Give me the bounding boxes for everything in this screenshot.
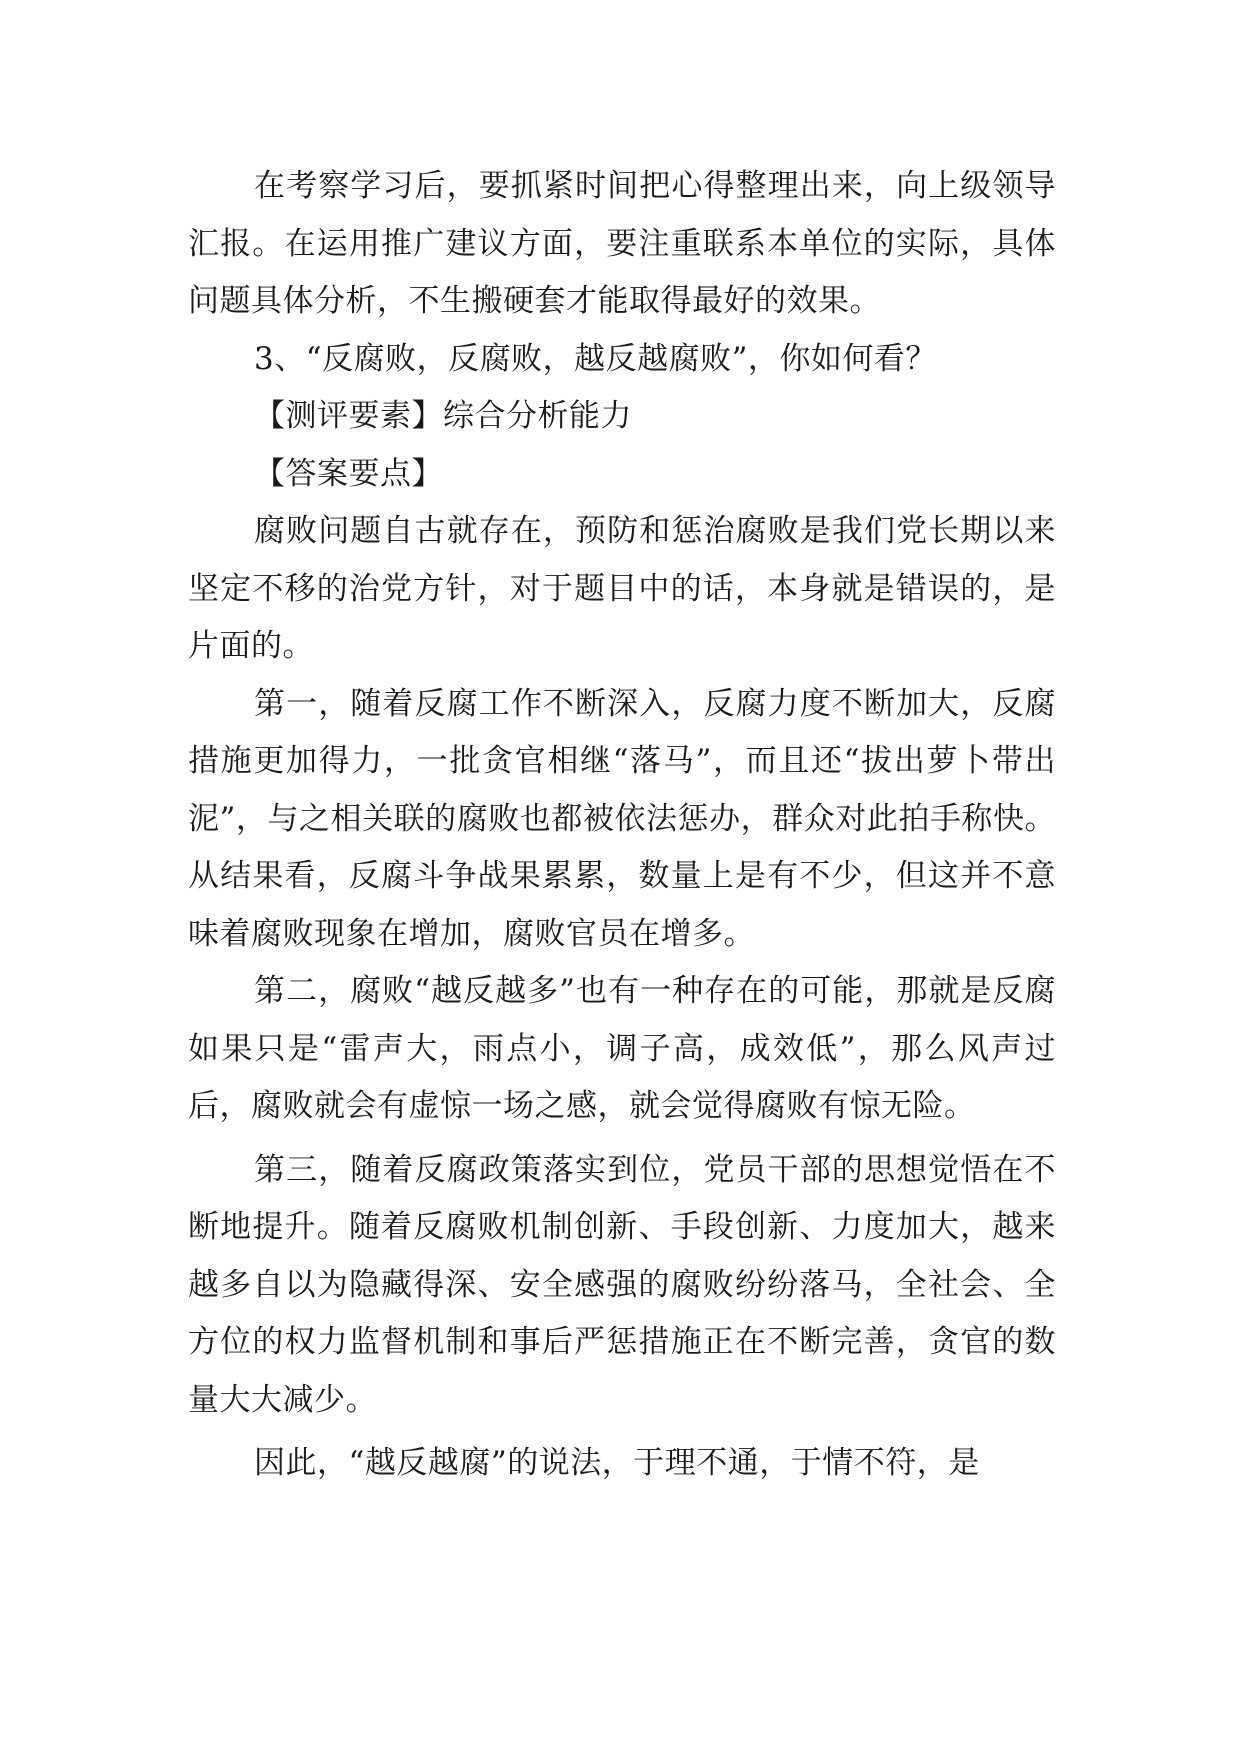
paragraph-first: 第一，随着反腐工作不断深入，反腐力度不断加大，反腐措施更加得力，一批贪官相继“落马”，而且还“拔出萝卜带出泥”，与之相关联的腐败也都被依法惩办，群众对此拍手称快。从结果看，反腐斗争战果累累，数量上是有不少，但这并不意味着腐败现象在增加，腐败官员在增多。 bbox=[188, 685, 1056, 952]
paragraph-third: 第三，随着反腐政策落实到位，党员干部的思想觉悟在不断地提升。随着反腐败机制创新、手段创新、力度加大，越来越多自以为隐藏得深、安全感强的腐败纷纷落马，全社会、全方位的权力监督机制和事后严惩措施正在不断完善，贪官的数量大大减少。 bbox=[188, 1151, 1056, 1418]
answer-points-heading: 【答案要点】 bbox=[254, 455, 443, 492]
paragraph-study-report: 在考察学习后，要抓紧时间把心得整理出来，向上级领导汇报。在运用推广建议方面，要注重联系本单位的实际，具体问题具体分析，不生搬硬套才能取得最好的效果。 bbox=[188, 168, 1056, 319]
assessment-element: 【测评要素】综合分析能力 bbox=[254, 398, 632, 434]
paragraph-conclusion: 因此，“越反越腐”的说法，于理不通，于情不符，是 bbox=[254, 1445, 980, 1481]
paragraph-second: 第二，腐败“越反越多”也有一种存在的可能，那就是反腐如果只是“雷声大，雨点小，调子高，成效低”，那么风声过后，腐败就会有虚惊一场之感，就会觉得腐败有惊无险。 bbox=[188, 973, 1056, 1124]
paragraph-intro: 腐败问题自古就存在，预防和惩治腐败是我们党长期以来坚定不移的治党方针，对于题目中的话，本身就是错误的，是片面的。 bbox=[188, 513, 1056, 664]
document-page bbox=[188, 158, 1056, 1493]
question-3-heading: 3、“反腐败，反腐败，越反越腐败”，你如何看？ bbox=[254, 340, 937, 377]
